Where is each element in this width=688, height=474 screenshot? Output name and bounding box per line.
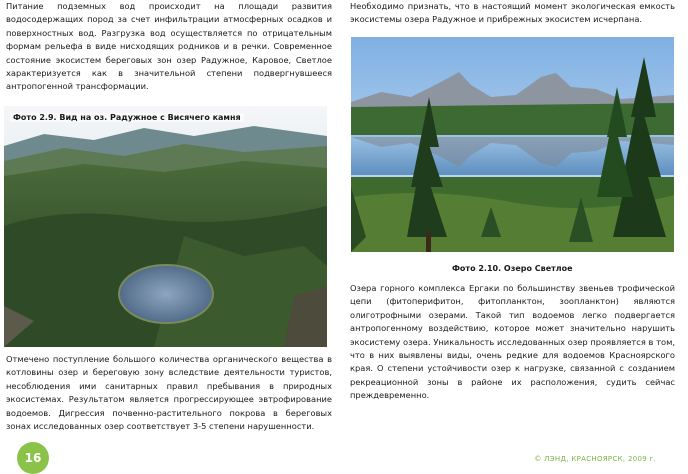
- right-intro-paragraph: Необходимо признать, что в настоящий момент экологическая емкость экосистемы озера Радужное и прибрежных экосистем исчерпана.: [350, 1, 675, 25]
- lake-svetloe-image: [351, 37, 674, 252]
- right-bottom-paragraph: Озера горного комплекса Ергаки по большинству звеньев трофической цепи (фитоперифитон, фитопланктон, зоопланктон) являются олиготрофными озерами. Такой тип водоемов легко подвергается антропогенному воздействию, которое может значительно нарушить экосистему озера. Уникальность исследованных озер проявляется в том, что в них выявлены виды, очень редкие для водоемов Красноярского края. О степени устойчивости озер к нагрузке, связанной с созданием рекреационной зоны в районе их расположения, судить сейчас преждевременно.: [350, 283, 675, 401]
- left-bottom-paragraph: Отмечено поступление большого количества органического вещества в котловины озер и береговую зону вследствие деятельности туристов, несоблюдения ими санитарных правил пребывания в природных экосистемах. Результатом является прогрессирующее эвтрофирование водоемов. Дигрессия почвенно-растительного покрова в береговых зонах исследованных озер соответствует 3-5 степени нарушенности.: [6, 354, 332, 432]
- photo-lake-svetloe: [351, 37, 674, 252]
- left-intro-paragraph: Питание подземных вод происходит на площади развития водосодержащих пород за счет инфильтрации атмосферных осадков и поверхностных вод. Разгрузка вод осуществляется по отрицательным формам рельефа в виде нисходящих родников и в речки. Современное состояние экосистем береговых зон озер Радужное, Каровое, Светлое характеризуется как в значительной степени подвергнувшееся антропогенной трансформации.: [6, 1, 332, 92]
- page-number: 16: [24, 451, 42, 465]
- photo-lake-raduzhnoe: [4, 106, 327, 347]
- footer-credit: © ЛЭНД, КРАСНОЯРСК, 2009 г.: [534, 455, 656, 463]
- page-number-badge: [17, 442, 49, 474]
- photo-caption-2-10: Фото 2.10. Озеро Светлое: [452, 264, 573, 273]
- lake-landscape-image: [4, 106, 327, 347]
- photo-caption-2-9: Фото 2.9. Вид на оз. Радужное с Висячего камня: [10, 113, 244, 122]
